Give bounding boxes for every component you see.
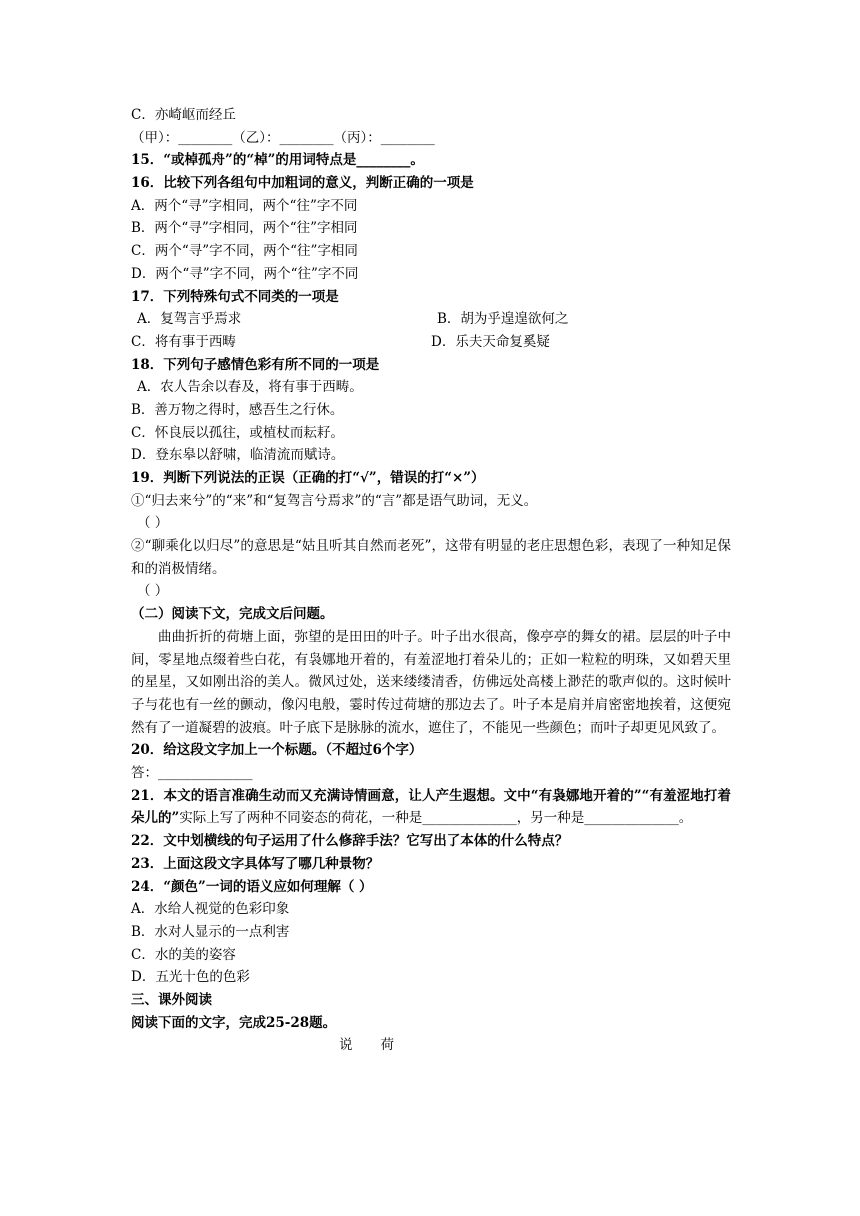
q18-option-c: C．怀良辰以孤往，或植杖而耘耔。 (131, 424, 344, 441)
q18-option-b: B．善万物之得时，感吾生之行休。 (131, 401, 344, 418)
document-content (131, 104, 731, 1057)
question-16: 16．比较下列各组句中加粗词的意义，判断正确的一项是 (131, 175, 474, 192)
question-19: 19．判断下列说法的正误（正确的打“√”，错误的打“×”） (131, 470, 485, 486)
q19-item-2: ②“聊乘化以归尽”的意思是“姑且听其自然而老死”，这带有明显的老庄思想色彩，表现了一种知足保和的消极情绪。 (131, 538, 731, 577)
section-3-heading: 三、课外阅读 (131, 991, 212, 1008)
q17-option-a: A．复驾言乎焉求 (137, 311, 242, 328)
q19-item-2-paren: （ ） (137, 583, 169, 600)
q19-item-1-paren: （ ） (137, 515, 169, 532)
q24-option-c: C．水的美的姿容 (131, 946, 236, 963)
q18-option-a: A．农人告余以春及，将有事于西畴。 (137, 379, 363, 396)
article-title (131, 1034, 731, 1057)
q16-option-c: C．两个“寻”字不同，两个“往”字相同 (131, 243, 358, 260)
section-3-instruction: 阅读下面的文字，完成25-28题。 (131, 1014, 337, 1031)
q20-answer: 答：______________ (131, 765, 253, 782)
question-15: 15．“或棹孤舟”的“棹”的用词特点是________。 (131, 152, 424, 169)
q16-option-d: D．两个“寻”字不同，两个“往”字不同 (131, 265, 359, 282)
question-22: 22．文中划横线的句子运用了什么修辞手法？它写出了本体的什么特点？ (131, 833, 569, 850)
q17-options-row-2 (131, 331, 731, 354)
q17-option-b: B．胡为乎遑遑欲何之 (437, 311, 569, 328)
q16-option-a: A．两个“寻”字相同，两个“往”字不同 (131, 197, 358, 214)
q17-option-c: C．将有事于西畴 (131, 333, 236, 350)
q16-option-b: B．两个“寻”字相同，两个“往”字相同 (131, 220, 358, 237)
question-23: 23．上面这段文字具体写了哪几种景物？ (131, 855, 380, 872)
article-title-char-2: 荷 (380, 1037, 394, 1054)
q17-options-row-1 (131, 308, 731, 331)
q19-item-1: ①“归去来兮”的“来”和“复驾言兮焉求”的“言”都是语气助词，无义。 (131, 492, 538, 509)
q14-answer-blanks: （甲）：________（乙）：________（丙）：________ (131, 129, 435, 146)
q24-option-a: A．水给人视觉的色彩印象 (131, 901, 290, 918)
q24-option-d: D．五光十色的色彩 (131, 969, 250, 986)
question-21-rest: 实际上写了两种不同姿态的荷花，一种是______________，另一种是______________。 (179, 810, 693, 827)
question-24: 24．“颜色”一词的语义应如何理解（ ） (131, 878, 373, 895)
question-21 (131, 785, 731, 830)
question-17: 17．下列特殊句式不同类的一项是 (131, 288, 339, 305)
option-c-q14: C．亦崎岖而经丘 (131, 107, 236, 123)
q24-option-b: B．水对人显示的一点利害 (131, 923, 290, 940)
reading-passage: 曲曲折折的荷塘上面，弥望的是田田的叶子。叶子出水很高，像亭亭的舞女的裙。层层的叶子中间，零星地点缀着些白花，有袅娜地开着的，有羞涩地打着朵儿的；正如一粒粒的明珠，又如碧天里的星星，又如刚出浴的美人。微风过处，送来缕缕清香，仿佛远处高楼上渺茫的歌声似的。这时候叶子与花也有一丝的颤动，像闪电般，霎时传过荷塘的那边去了。叶子本是肩并肩密密地挨着，这便宛然有了一道凝碧的波痕。叶子底下是脉脉的流水，遮住了，不能见一些颜色；而叶子却更见风致了。 (131, 628, 731, 736)
question-18: 18．下列句子感情色彩有所不同的一项是 (131, 356, 380, 373)
question-21-prompt: 21．本文的语言准确生动而又充满诗情画意，让人产生遐想。文中“有袅娜地开着的”“有羞涩地打着朵儿的” (131, 787, 731, 827)
section-2-heading: （二）阅读下文，完成文后问题。 (131, 606, 334, 623)
q17-option-d: D．乐夫天命复奚疑 (431, 333, 550, 350)
question-20: 20．给这段文字加上一个标题。（不超过6个字） (131, 742, 423, 759)
article-title-char-1: 说 (339, 1037, 353, 1054)
q18-option-d: D．登东皋以舒啸，临清流而赋诗。 (131, 447, 345, 464)
